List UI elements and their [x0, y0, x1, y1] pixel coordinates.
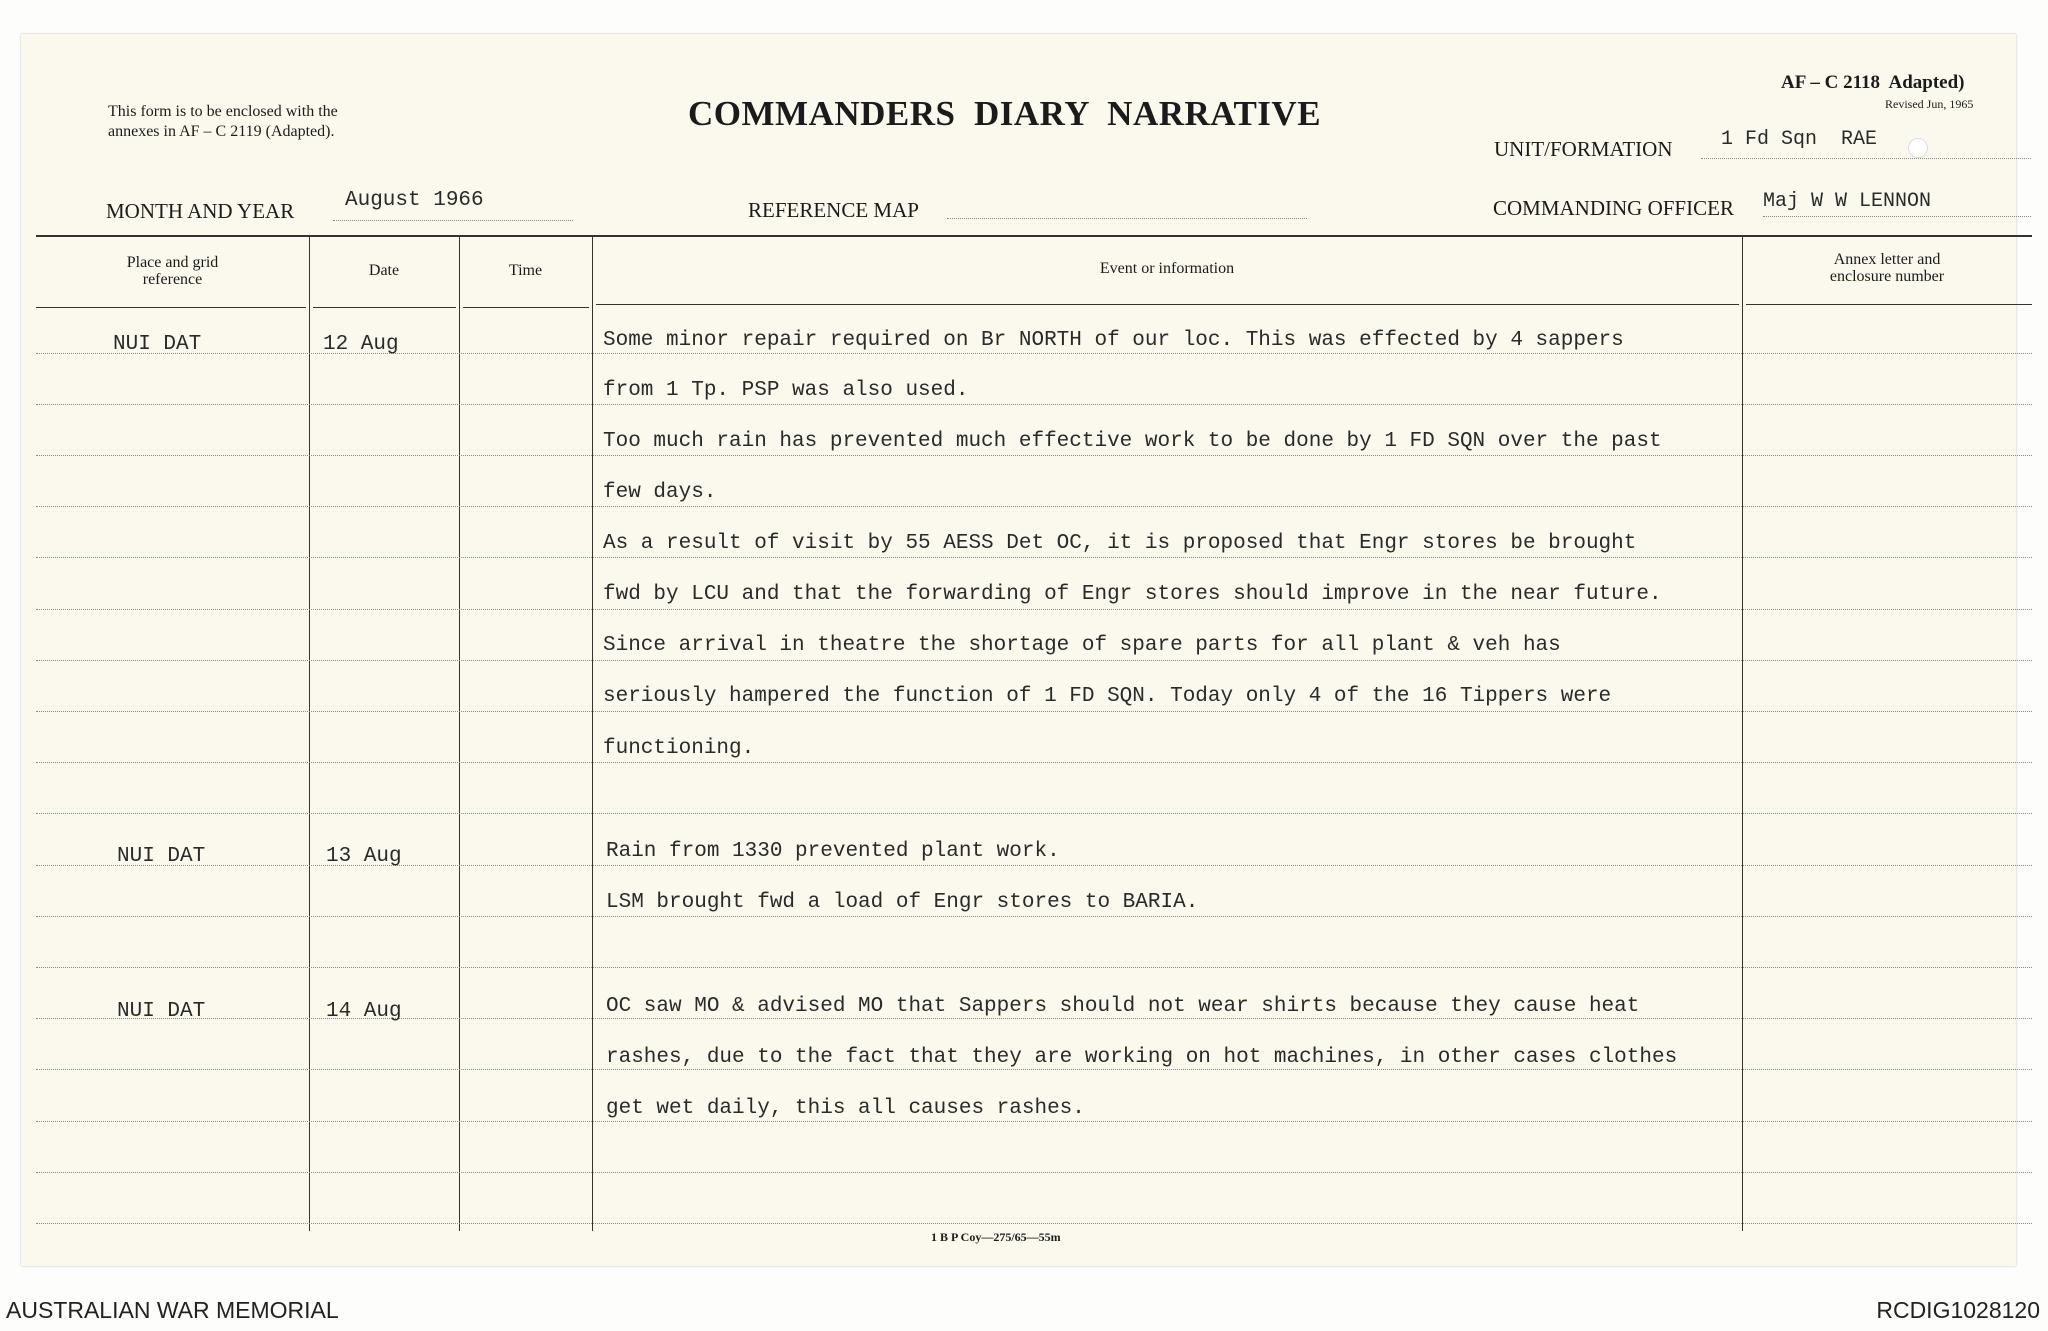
ruled-line [36, 609, 2032, 610]
table-top-border [36, 235, 2032, 237]
ruled-line [36, 1069, 2032, 1070]
month-year-value: August 1966 [345, 189, 484, 212]
commanding-officer-value: Maj W W LENNON [1763, 190, 1932, 213]
form-title: COMMANDERS DIARY NARRATIVE [688, 94, 1322, 133]
form-number: AF – C 2118 Adapted) [1781, 72, 1965, 93]
unit-formation-label: UNIT/FORMATION [1494, 137, 1673, 161]
month-year-underline [333, 220, 573, 221]
entry-line: As a result of visit by 55 AESS Det OC, it is proposed that Engr stores be brought [603, 532, 1637, 555]
ruled-line [36, 762, 2032, 763]
entry-date: 14 Aug [326, 1000, 402, 1023]
punch-hole [1908, 138, 1928, 158]
column-header-time: Time [508, 262, 543, 279]
enclosure-note-line-1: This form is to be enclosed with the [108, 103, 338, 120]
entry-line: Too much rain has prevented much effective work to be done by 1 FD SQN over the past [603, 430, 1662, 453]
ruled-line [36, 557, 2032, 558]
column-header-event: Event or information [1099, 260, 1235, 277]
entry-date: 12 Aug [323, 333, 399, 356]
diary-form-sheet [21, 34, 2016, 1266]
column-divider-annex [1742, 235, 1743, 1231]
unit-formation-underline [1701, 158, 2031, 159]
column-header-annex [1742, 251, 2032, 285]
entry-line: from 1 Tp. PSP was also used. [603, 379, 969, 402]
ruled-line [36, 404, 2032, 405]
ruled-line [36, 967, 2032, 968]
ruled-line [36, 1172, 2032, 1173]
enclosure-note-line-2: annexes in AF – C 2119 (Adapted). [108, 123, 335, 140]
header-underline-time [463, 307, 589, 308]
entry-line: LSM brought fwd a load of Engr stores to BARIA. [606, 891, 1199, 914]
printer-imprint: 1 B P Coy—275/65—55m [931, 1230, 1061, 1244]
ruled-line [36, 1223, 2032, 1224]
entry-line: get wet daily, this all causes rashes. [606, 1097, 1085, 1120]
ruled-line [36, 660, 2032, 661]
column-header-annex-line-1: Annex letter and [1833, 251, 1941, 268]
entry-line: Rain from 1330 prevented plant work. [606, 840, 1060, 863]
header-underline-place [36, 307, 306, 308]
column-divider-event [592, 235, 593, 1231]
ruled-line [36, 506, 2032, 507]
ruled-line [36, 916, 2032, 917]
reference-map-label: REFERENCE MAP [748, 198, 919, 222]
reference-map-underline [947, 218, 1307, 219]
column-header-place-line-1: Place and grid [126, 254, 219, 271]
entry-line: Since arrival in theatre the shortage of spare parts for all plant & veh has [603, 634, 1561, 657]
archive-credit: AUSTRALIAN WAR MEMORIAL [6, 1297, 339, 1323]
ruled-line [36, 1121, 2032, 1122]
header-underline-date [313, 307, 456, 308]
entry-line: functioning. [603, 737, 755, 760]
entry-line: Some minor repair required on Br NORTH of our loc. This was effected by 4 sappers [603, 329, 1624, 352]
archive-record-id: RCDIG1028120 [1876, 1297, 2040, 1323]
enclosure-note [108, 102, 338, 142]
column-header-place [36, 254, 309, 288]
entry-line: seriously hampered the function of 1 FD SQN. Today only 4 of the 16 Tippers were [603, 685, 1612, 708]
column-divider-date [309, 235, 310, 1231]
entry-place: NUI DAT [117, 845, 206, 868]
ruled-line [36, 813, 2032, 814]
month-year-label: MONTH AND YEAR [106, 199, 295, 223]
ruled-line [36, 455, 2032, 456]
column-header-annex-line-2: enclosure number [1829, 268, 1945, 285]
entry-date: 13 Aug [326, 845, 402, 868]
entry-place: NUI DAT [113, 333, 202, 356]
ruled-line [36, 711, 2032, 712]
entry-line: OC saw MO & advised MO that Sappers should not wear shirts because they cause heat [606, 995, 1640, 1018]
entry-line: fwd by LCU and that the forwarding of Engr stores should improve in the near future. [603, 583, 1662, 606]
column-header-date: Date [368, 262, 400, 279]
revised-date: Revised Jun, 1965 [1885, 97, 1974, 111]
column-header-place-line-2: reference [142, 271, 203, 288]
entry-line: rashes, due to the fact that they are working on hot machines, in other cases clothes [606, 1046, 1678, 1069]
unit-formation-value: 1 Fd Sqn RAE [1721, 128, 1878, 151]
entry-line: few days. [603, 481, 717, 504]
commanding-officer-label: COMMANDING OFFICER [1493, 196, 1734, 220]
header-underline-annex [1746, 304, 2032, 305]
entry-place: NUI DAT [117, 1000, 206, 1023]
header-underline-event [596, 304, 1739, 305]
column-divider-time [459, 235, 460, 1231]
commanding-officer-underline [1763, 216, 2031, 217]
